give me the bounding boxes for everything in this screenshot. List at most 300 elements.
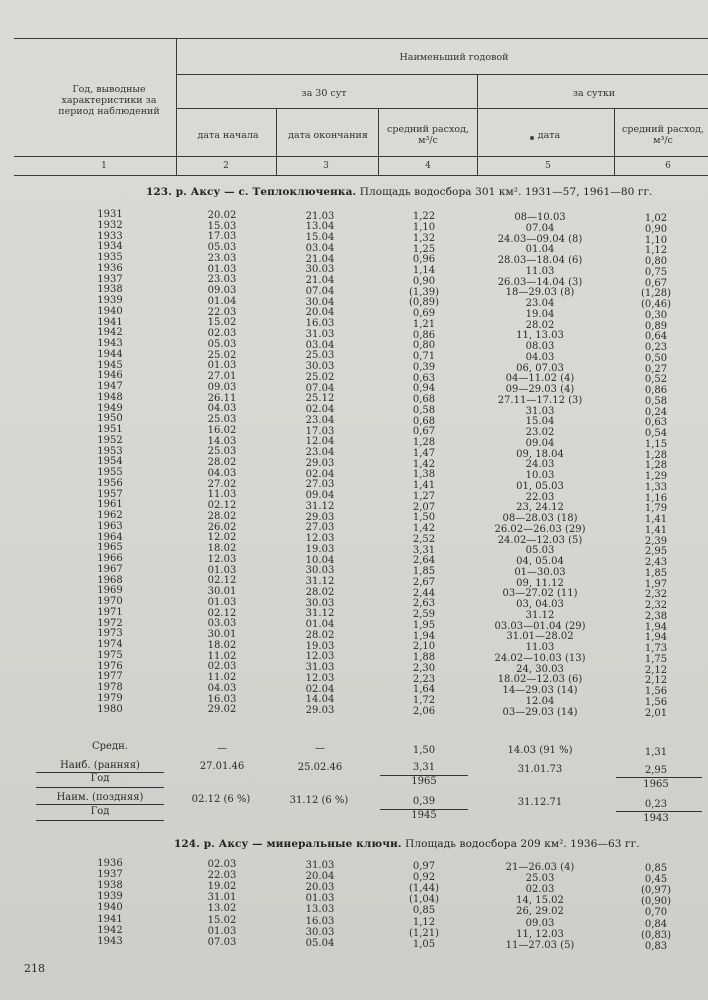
table-cell: (1,04) bbox=[408, 894, 440, 906]
table-cell: 1962 bbox=[97, 510, 123, 521]
col-number: 6 bbox=[665, 161, 671, 171]
table-row bbox=[0, 510, 708, 525]
table-cell: (0,97) bbox=[640, 885, 672, 897]
table-row bbox=[0, 639, 708, 654]
table-cell: 02.12 bbox=[207, 500, 237, 512]
summary-year: 1945 bbox=[411, 810, 437, 821]
table-cell: 15.02 bbox=[207, 914, 237, 926]
table-row bbox=[0, 230, 708, 246]
table-cell: 02.12 bbox=[207, 607, 237, 619]
table-cell: 09.03 bbox=[525, 917, 555, 929]
table-cell: 21—26.03 (4) bbox=[505, 862, 575, 873]
table-cell: 18.02—12.03 (6) bbox=[497, 674, 583, 686]
table-cell: 1941 bbox=[97, 316, 123, 328]
table-cell: 30.03 bbox=[305, 926, 335, 938]
table-row bbox=[0, 585, 708, 601]
table-cell: 18.02 bbox=[207, 639, 237, 651]
table-cell: 27.02 bbox=[207, 478, 237, 490]
table-cell: 08.03 bbox=[525, 341, 555, 353]
table-cell: 09.04 bbox=[305, 490, 335, 502]
table-row bbox=[0, 381, 708, 396]
table-cell: 26.11 bbox=[207, 392, 237, 404]
header-divider bbox=[477, 74, 478, 176]
table-cell: 1936 bbox=[97, 858, 123, 869]
table-row bbox=[0, 671, 708, 687]
table-cell: 09, 18.04 bbox=[516, 448, 564, 460]
table-row bbox=[0, 209, 708, 224]
summary-value: 2,95 bbox=[644, 765, 668, 776]
table-cell: 2,38 bbox=[644, 610, 668, 622]
table-cell: 1,28 bbox=[644, 460, 668, 472]
table-cell: 15.03 bbox=[207, 220, 237, 232]
table-row bbox=[0, 531, 708, 547]
table-cell: 1,38 bbox=[412, 469, 436, 481]
table-cell: 16.03 bbox=[305, 318, 335, 330]
summary-value: 0,23 bbox=[644, 799, 668, 810]
section-title bbox=[174, 838, 640, 850]
table-cell: 1939 bbox=[97, 295, 123, 306]
table-cell: 1977 bbox=[97, 671, 123, 683]
table-cell: 16.02 bbox=[207, 424, 237, 436]
table-cell: 27.03 bbox=[305, 479, 335, 491]
summary-value: 3,31 bbox=[412, 762, 436, 773]
table-cell: 28.02 bbox=[207, 510, 237, 522]
table-cell: 12.03 bbox=[305, 672, 335, 684]
summary-value: 1,50 bbox=[412, 745, 436, 756]
summary-rule bbox=[616, 777, 702, 778]
table-cell: 1940 bbox=[97, 902, 123, 914]
table-cell: 25.02 bbox=[207, 349, 237, 361]
table-cell: 27.01 bbox=[207, 371, 237, 383]
table-cell: 1945 bbox=[97, 359, 123, 371]
table-row bbox=[0, 488, 708, 504]
table-cell: 1,47 bbox=[412, 447, 436, 459]
summary-rule bbox=[616, 811, 702, 812]
table-cell: 25.03 bbox=[525, 873, 555, 885]
table-cell: 11, 13.03 bbox=[516, 330, 564, 342]
table-cell: 15.02 bbox=[207, 317, 237, 329]
table-cell: 15.04 bbox=[525, 416, 555, 428]
table-cell: 0,90 bbox=[644, 223, 668, 235]
table-cell: 11.03 bbox=[207, 489, 237, 501]
table-cell: 1,50 bbox=[412, 512, 436, 524]
table-cell: 1,27 bbox=[412, 490, 436, 502]
table-cell: 1,88 bbox=[412, 652, 436, 664]
table-cell: 0,90 bbox=[412, 275, 436, 287]
table-row bbox=[0, 617, 708, 633]
table-cell: 29.02 bbox=[207, 704, 237, 716]
table-cell: 09.03 bbox=[207, 285, 237, 297]
table-cell: 0,71 bbox=[412, 351, 436, 363]
table-cell: 2,12 bbox=[644, 675, 668, 687]
section-title-rest: Площадь водосбора 301 км². 1931—57, 1961—80 гг. bbox=[356, 186, 653, 198]
table-cell: 31.12 bbox=[305, 608, 335, 620]
col-number: 2 bbox=[223, 161, 229, 171]
table-cell: 1973 bbox=[97, 628, 123, 640]
summary-value: — bbox=[217, 743, 227, 754]
table-cell: 25.03 bbox=[207, 414, 237, 426]
table-row bbox=[0, 574, 708, 590]
table-cell: 28.02 bbox=[207, 457, 237, 469]
summary-avg-label: Средн. bbox=[92, 741, 128, 752]
table-cell: 31.12 bbox=[305, 576, 335, 588]
table-cell: 2,43 bbox=[644, 557, 668, 568]
page-number: 218 bbox=[24, 962, 45, 975]
summary-value: 27.01.46 bbox=[199, 761, 245, 772]
table-cell: 1944 bbox=[97, 348, 123, 360]
section-title-bold: 123. р. Аксу — с. Теплоключенка. bbox=[146, 186, 357, 198]
table-cell: 31.03 bbox=[305, 328, 335, 340]
table-cell: 1980 bbox=[97, 703, 123, 715]
table-cell: 1946 bbox=[97, 370, 123, 382]
table-cell: 0,85 bbox=[644, 863, 668, 874]
table-cell: 1965 bbox=[97, 542, 123, 554]
summary-rule bbox=[36, 820, 164, 821]
table-cell: 1,72 bbox=[412, 695, 436, 707]
summary-value: 0,39 bbox=[412, 796, 436, 807]
table-row bbox=[0, 467, 708, 482]
table-cell: 07.04 bbox=[305, 382, 335, 394]
table-cell: 1,28 bbox=[412, 437, 436, 449]
table-cell: 22.03 bbox=[207, 870, 237, 882]
summary-value: 02.12 (6 %) bbox=[191, 794, 251, 805]
table-cell: 11.02 bbox=[207, 650, 237, 662]
table-cell: 1941 bbox=[97, 913, 123, 925]
table-cell: 23.03 bbox=[207, 252, 237, 264]
table-cell: 08—28.03 (18) bbox=[502, 513, 578, 525]
table-cell: 01.03 bbox=[207, 596, 237, 608]
summary-value: 31.01.73 bbox=[517, 764, 563, 775]
header-date-end: дата окончания bbox=[288, 130, 368, 141]
table-cell: 31.01—28.02 bbox=[506, 631, 574, 643]
table-cell: 0,24 bbox=[644, 406, 668, 418]
header-divider bbox=[378, 108, 379, 176]
table-cell: 18—29.03 (8) bbox=[505, 287, 575, 299]
summary-rule bbox=[36, 787, 164, 788]
table-cell: 02.03 bbox=[525, 884, 555, 896]
table-cell: 19.04 bbox=[525, 308, 555, 320]
summary-year: 1965 bbox=[643, 779, 669, 790]
table-cell: 12.02 bbox=[207, 532, 237, 544]
table-cell: 1,79 bbox=[644, 503, 668, 515]
table-cell: 28.03—18.04 (6) bbox=[497, 255, 583, 267]
table-cell: 20.03 bbox=[305, 882, 335, 894]
table-cell: (0,46) bbox=[640, 299, 672, 310]
table-cell: 1954 bbox=[97, 456, 123, 468]
table-cell: 24.03 bbox=[525, 459, 555, 471]
table-cell: 03.04 bbox=[305, 242, 335, 254]
table-cell: 0,58 bbox=[644, 395, 668, 407]
table-row bbox=[0, 477, 708, 493]
table-cell: 0,68 bbox=[412, 415, 436, 427]
table-cell: 1966 bbox=[97, 553, 123, 564]
header-num-rule bbox=[14, 156, 708, 157]
table-header bbox=[14, 38, 708, 176]
table-cell: 02.03 bbox=[207, 328, 237, 340]
table-cell: 20.04 bbox=[305, 307, 335, 319]
table-cell: 2,23 bbox=[412, 673, 436, 685]
table-cell: 03—29.03 (14) bbox=[502, 706, 578, 718]
table-cell: 1,15 bbox=[644, 438, 668, 450]
table-cell: 28.02 bbox=[305, 629, 335, 641]
table-cell: 02.12 bbox=[207, 575, 237, 587]
table-row bbox=[0, 295, 708, 310]
table-cell: 1,41 bbox=[412, 480, 436, 492]
table-cell: 26.02—26.03 (29) bbox=[494, 523, 586, 535]
table-cell: 2,39 bbox=[644, 535, 668, 547]
table-cell: 24, 30.03 bbox=[516, 663, 564, 675]
table-cell: 01.03 bbox=[207, 564, 237, 576]
table-cell: 0,96 bbox=[412, 254, 436, 266]
table-cell: 1976 bbox=[97, 660, 123, 672]
table-cell: 0,84 bbox=[644, 918, 668, 930]
table-cell: 1,10 bbox=[644, 234, 668, 246]
table-cell: 26.03—14.04 (3) bbox=[497, 276, 583, 288]
table-cell: 0,94 bbox=[412, 383, 436, 395]
table-cell: 04, 05.04 bbox=[516, 556, 564, 568]
table-row bbox=[0, 262, 708, 278]
table-cell: 2,95 bbox=[644, 546, 668, 558]
table-cell: 01.04 bbox=[525, 244, 555, 256]
table-row bbox=[0, 692, 708, 708]
table-cell: 23.04 bbox=[305, 447, 335, 459]
table-cell: 28.02 bbox=[525, 319, 555, 331]
table-cell: 1956 bbox=[97, 477, 123, 489]
table-cell: 1938 bbox=[97, 880, 123, 892]
table-cell: 01.04 bbox=[207, 295, 237, 307]
table-cell: 12.04 bbox=[305, 436, 335, 448]
table-cell: 05.03 bbox=[207, 338, 237, 350]
table-cell: 1,29 bbox=[644, 471, 668, 482]
table-cell: 25.02 bbox=[305, 371, 335, 383]
table-cell: 0,68 bbox=[412, 394, 436, 406]
table-cell: 10.04 bbox=[305, 554, 335, 566]
table-cell: 21.04 bbox=[305, 275, 335, 287]
table-cell: 1935 bbox=[97, 252, 123, 263]
table-row bbox=[0, 413, 708, 429]
table-cell: 1971 bbox=[97, 606, 123, 618]
table-cell: 1,21 bbox=[412, 318, 436, 330]
table-cell: 0,86 bbox=[412, 329, 436, 341]
table-cell: 07.03 bbox=[207, 936, 237, 948]
table-cell: 1,32 bbox=[412, 232, 436, 244]
table-cell: 1,28 bbox=[644, 449, 668, 461]
table-cell: 1,75 bbox=[644, 653, 668, 665]
table-cell: 21.04 bbox=[305, 253, 335, 265]
table-cell: 31.03 bbox=[305, 860, 335, 871]
table-cell: 29.03 bbox=[305, 511, 335, 523]
table-cell: 23.02 bbox=[525, 427, 555, 439]
table-cell: 30.01 bbox=[207, 629, 237, 641]
table-row bbox=[0, 316, 708, 332]
table-cell: 11.03 bbox=[525, 265, 555, 277]
table-cell: 11, 12.03 bbox=[516, 928, 564, 940]
table-cell: 18.02 bbox=[207, 543, 237, 555]
table-cell: 1948 bbox=[97, 391, 123, 403]
table-cell: 01.03 bbox=[207, 925, 237, 937]
table-cell: 2,67 bbox=[412, 576, 436, 588]
table-row bbox=[0, 682, 708, 697]
table-cell: 1,42 bbox=[412, 458, 436, 470]
table-cell: 17.03 bbox=[207, 231, 237, 243]
table-cell: 01.03 bbox=[305, 893, 335, 905]
header-year-col: Год, выводные характеристики за период наблюдений bbox=[58, 84, 160, 117]
table-row bbox=[0, 520, 708, 536]
table-cell: 16.03 bbox=[207, 693, 237, 705]
summary-value: 14.03 (91 %) bbox=[507, 745, 573, 756]
table-cell: 1,33 bbox=[644, 481, 668, 493]
table-cell: 1,64 bbox=[412, 684, 436, 696]
summary-rule bbox=[36, 804, 164, 805]
table-cell: 20.04 bbox=[305, 871, 335, 883]
table-cell: 2,30 bbox=[412, 662, 436, 674]
table-cell: 0,86 bbox=[644, 385, 668, 396]
table-row bbox=[0, 542, 708, 558]
table-cell: 03, 04.03 bbox=[516, 599, 564, 611]
table-cell: 1968 bbox=[97, 574, 123, 586]
table-row bbox=[0, 359, 708, 375]
table-cell: 1,05 bbox=[412, 938, 436, 950]
table-cell: 31.01 bbox=[207, 892, 237, 904]
table-cell: 16.03 bbox=[305, 915, 335, 927]
table-cell: 1967 bbox=[97, 563, 123, 575]
table-cell: 01.03 bbox=[207, 360, 237, 372]
table-cell: 1,97 bbox=[644, 578, 668, 590]
table-cell: 2,63 bbox=[412, 598, 436, 610]
header-sub-30: за 30 сут bbox=[301, 88, 347, 99]
table-cell: 31.12 bbox=[525, 609, 555, 621]
table-cell: 1,56 bbox=[644, 696, 668, 708]
table-cell: 08—10.03 bbox=[514, 212, 566, 224]
table-cell: 14.04 bbox=[305, 694, 335, 706]
table-cell: 10.03 bbox=[525, 470, 555, 482]
table-cell: 1952 bbox=[97, 434, 123, 446]
table-cell: 30.03 bbox=[305, 264, 335, 276]
table-cell: 29.03 bbox=[305, 457, 335, 469]
table-row bbox=[0, 219, 708, 235]
table-cell: 28.02 bbox=[305, 586, 335, 598]
table-cell: 0,80 bbox=[412, 340, 436, 352]
table-cell: 2,32 bbox=[644, 589, 668, 601]
table-cell: 2,32 bbox=[644, 600, 668, 611]
table-cell: 02.03 bbox=[207, 661, 237, 673]
header-date-start: дата начала bbox=[197, 130, 259, 141]
table-cell: 1,85 bbox=[644, 567, 668, 579]
summary-value: 31.12.71 bbox=[517, 797, 563, 808]
table-cell: 2,64 bbox=[412, 555, 436, 567]
table-row bbox=[0, 935, 708, 952]
table-cell: 0,50 bbox=[644, 352, 668, 364]
table-cell: 1,85 bbox=[412, 566, 436, 578]
table-cell: 15.04 bbox=[305, 232, 335, 244]
table-row bbox=[0, 273, 708, 289]
table-cell: 27.11—17.12 (3) bbox=[497, 394, 583, 406]
table-cell: 22.03 bbox=[525, 491, 555, 503]
table-cell: 03—27.02 (11) bbox=[502, 588, 578, 600]
table-cell: 05.03 bbox=[207, 242, 237, 254]
table-cell: 24.02—10.03 (13) bbox=[494, 652, 586, 664]
section-title-bold: 124. р. Аксу — минеральные ключи. bbox=[174, 838, 402, 850]
table-cell: 09, 11.12 bbox=[516, 577, 564, 589]
summary-value: 25.02.46 bbox=[297, 762, 343, 773]
header-group-title: Наименьший годовой bbox=[399, 52, 509, 63]
table-cell: 30.01 bbox=[207, 586, 237, 598]
table-cell: (1,39) bbox=[408, 286, 440, 298]
table-row bbox=[0, 284, 708, 300]
table-cell: 2,01 bbox=[644, 707, 668, 719]
table-row bbox=[0, 391, 708, 407]
header-date: дата bbox=[537, 130, 561, 141]
table-cell: 12.04 bbox=[525, 695, 555, 707]
table-cell: 1963 bbox=[97, 520, 123, 532]
table-cell: 1,56 bbox=[644, 686, 668, 697]
table-cell: 1933 bbox=[97, 230, 123, 242]
table-cell: 03.03 bbox=[207, 618, 237, 630]
table-row bbox=[0, 338, 708, 353]
table-cell: 1975 bbox=[97, 649, 123, 661]
table-cell: 1979 bbox=[97, 692, 123, 704]
summary-max-label: Наиб. (ранняя) bbox=[60, 760, 140, 771]
table-cell: 1937 bbox=[97, 869, 123, 881]
table-cell: 04—11.02 (4) bbox=[505, 373, 575, 385]
table-row bbox=[0, 858, 708, 874]
section-title bbox=[146, 186, 652, 198]
table-cell: 2,12 bbox=[644, 664, 668, 676]
table-cell: 1942 bbox=[97, 327, 123, 339]
header-bottom-rule bbox=[14, 175, 708, 176]
table-cell: 1938 bbox=[97, 284, 123, 296]
table-cell: 1,42 bbox=[412, 523, 436, 535]
table-cell: 1,16 bbox=[644, 492, 668, 504]
table-cell: 1947 bbox=[97, 381, 123, 392]
table-cell: 31.03 bbox=[525, 405, 555, 417]
table-row bbox=[0, 499, 708, 515]
table-cell: 0,63 bbox=[412, 372, 436, 384]
table-cell: 1970 bbox=[97, 596, 123, 607]
table-cell: 13.03 bbox=[305, 904, 335, 916]
table-row bbox=[0, 327, 708, 343]
header-group-rule bbox=[176, 74, 708, 75]
table-cell: 19.03 bbox=[305, 543, 335, 555]
table-cell: 03.04 bbox=[305, 339, 335, 351]
table-cell: 07.04 bbox=[525, 222, 555, 234]
table-cell: 1957 bbox=[97, 488, 123, 500]
table-row bbox=[0, 553, 708, 568]
table-cell: 1936 bbox=[97, 262, 123, 274]
table-cell: 1953 bbox=[97, 445, 123, 457]
table-cell: 2,07 bbox=[412, 501, 436, 513]
table-cell: 1942 bbox=[97, 924, 123, 936]
table-cell: 1,12 bbox=[412, 916, 436, 928]
table-cell: 1932 bbox=[97, 219, 123, 231]
table-cell: 0,45 bbox=[644, 874, 668, 886]
table-cell: 1961 bbox=[97, 499, 123, 511]
table-cell: 1,95 bbox=[412, 619, 436, 631]
table-row bbox=[0, 649, 708, 665]
table-cell: 13.04 bbox=[305, 221, 335, 233]
table-cell: 0,27 bbox=[644, 363, 668, 375]
table-cell: 1,12 bbox=[644, 245, 668, 257]
table-cell: 11.02 bbox=[207, 672, 237, 684]
table-cell: 12.03 bbox=[207, 553, 237, 565]
table-cell: (1,44) bbox=[408, 883, 440, 895]
table-cell: 30.03 bbox=[305, 597, 335, 609]
table-cell: 0,80 bbox=[644, 256, 668, 267]
table-cell: 11—27.03 (5) bbox=[505, 939, 575, 951]
header-top-rule bbox=[14, 38, 708, 39]
table-cell: (1,21) bbox=[408, 927, 440, 939]
table-cell: 1943 bbox=[97, 338, 123, 349]
